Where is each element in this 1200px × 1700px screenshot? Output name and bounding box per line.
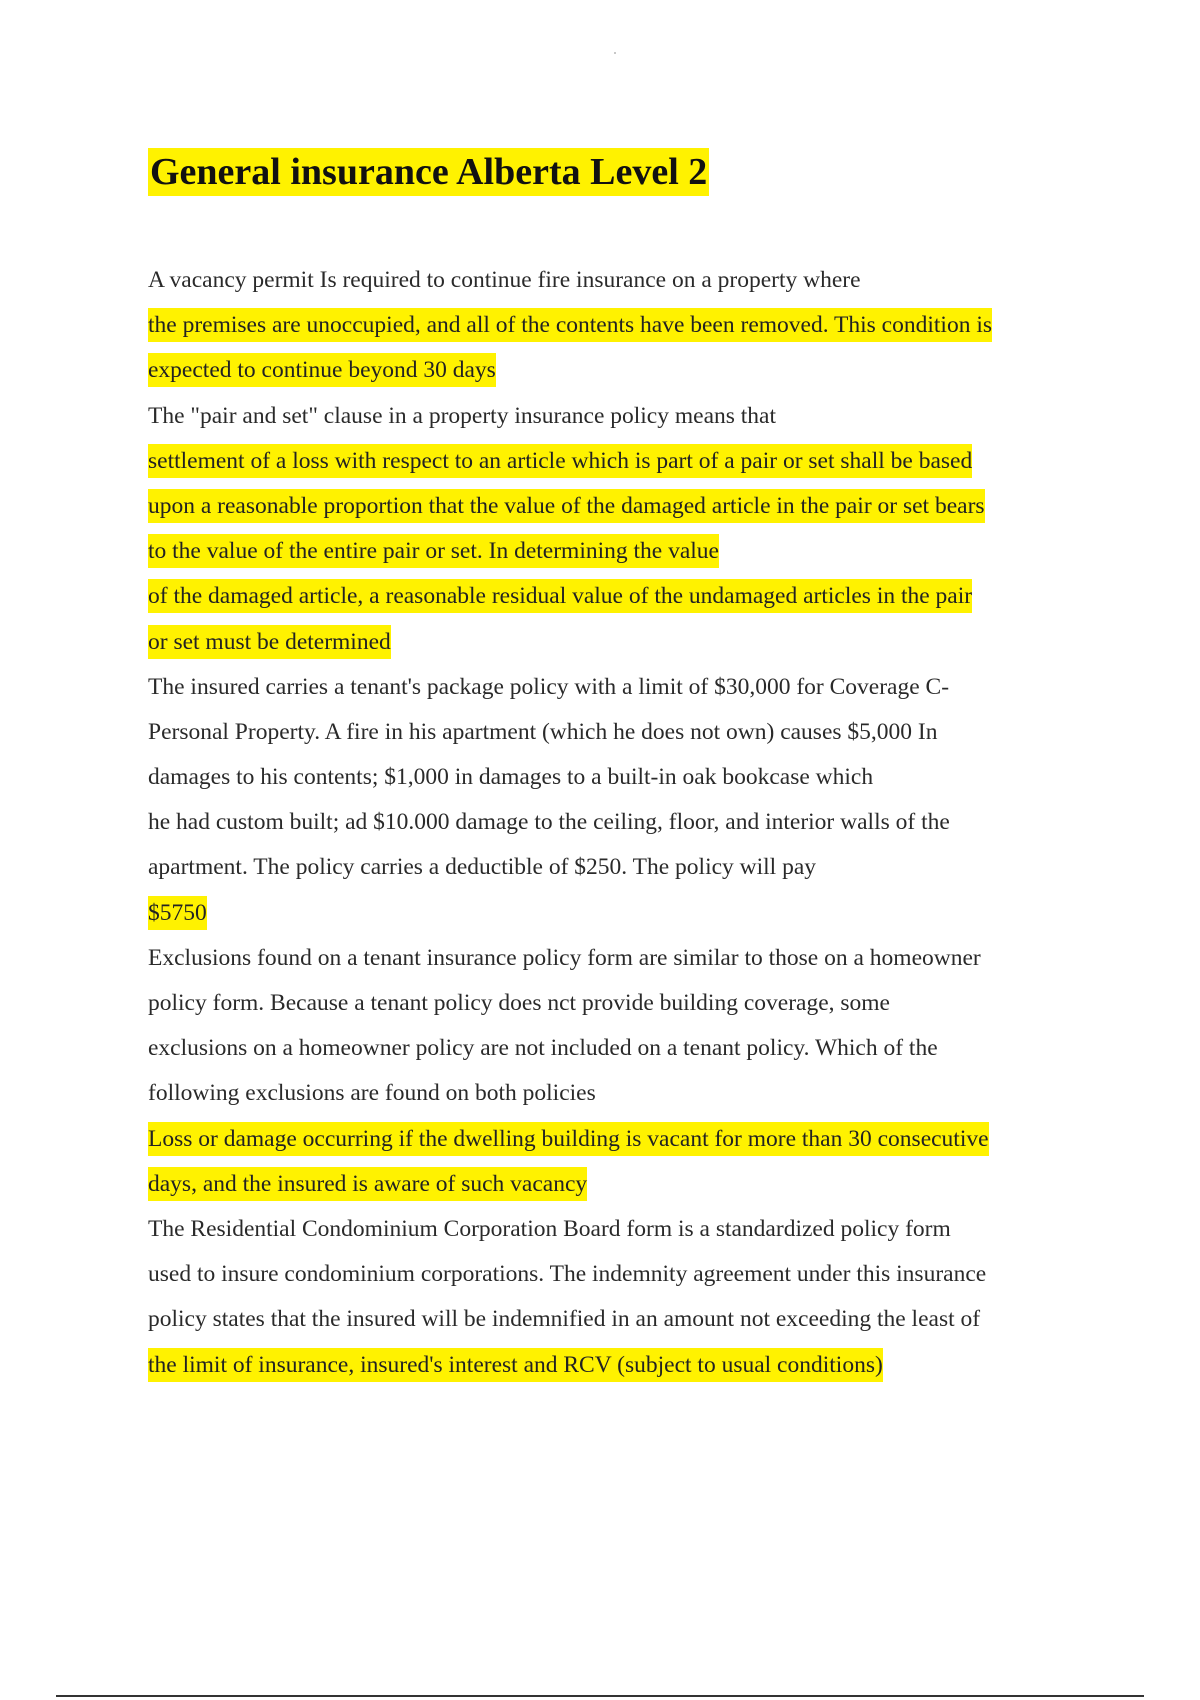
question-text: The insured carries a tenant's package policy with a limit of $30,000 for Coverage C- [148,673,950,700]
text-line [148,1117,1108,1162]
text-line [148,1297,1108,1342]
highlighted-answer-text: to the value of the entire pair or set. In determining the value [148,534,719,568]
document-body [148,258,1108,1388]
text-line [148,1026,1108,1071]
text-line [148,936,1108,981]
text-line [148,755,1108,800]
text-line [148,620,1108,665]
text-line [148,484,1108,529]
highlighted-answer-text: the limit of insurance, insured's interest and RCV (subject to usual conditions) [148,1348,883,1382]
highlighted-answer-text: Loss or damage occurring if the dwelling building is vacant for more than 30 consecutive [148,1122,989,1156]
question-text: used to insure condominium corporations. The indemnity agreement under this insurance [148,1261,987,1288]
text-line [148,303,1108,348]
text-line [148,529,1108,574]
question-text: policy form. Because a tenant policy does nct provide building coverage, some [148,990,890,1016]
question-text: A vacancy permit Is required to continue fire insurance on a property where [148,267,861,293]
question-text: Personal Property. A fire in his apartment (which he does not own) causes $5,000 In [148,718,938,745]
text-line [148,1162,1108,1207]
text-line [148,1071,1108,1116]
text-line [148,981,1108,1026]
text-line [148,439,1108,484]
text-line [148,258,1108,303]
question-text: The Residential Condominium Corporation Board form is a standardized policy form [148,1215,951,1242]
question-text: Exclusions found on a tenant insurance policy form are similar to those on a homeowner [148,944,981,971]
document-title: General insurance Alberta Level 2 [148,148,709,196]
text-line [148,665,1108,710]
question-text: damages to his contents; $1,000 in damages to a built-in oak bookcase which [148,764,874,791]
text-line [148,891,1108,936]
highlighted-answer-text: upon a reasonable proportion that the value of the damaged article in the pair or set bears [148,489,985,523]
highlighted-answer-text: of the damaged article, a reasonable residual value of the undamaged articles in the pair [148,579,972,613]
highlighted-answer-text: expected to continue beyond 30 days [148,353,496,387]
highlighted-answer-text: the premises are unoccupied, and all of the contents have been removed. This condition is [148,308,992,342]
bottom-rule [56,1695,1144,1697]
highlighted-answer-text: days, and the insured is aware of such vacancy [148,1167,587,1201]
question-text: The "pair and set" clause in a property insurance policy means that [148,402,777,429]
highlighted-answer-text: or set must be determined [148,625,391,659]
text-line [148,710,1108,755]
text-line [148,1252,1108,1297]
highlighted-answer-text: settlement of a loss with respect to an article which is part of a pair or set shall be based [148,444,972,478]
question-text: he had custom built; ad $10.000 damage to the ceiling, floor, and interior walls of the [148,809,950,836]
question-text: exclusions on a homeowner policy are not included on a tenant policy. Which of the [148,1035,938,1062]
question-text: policy states that the insured will be indemnified in an amount not exceeding the least of [148,1306,981,1333]
question-text: following exclusions are found on both policies [148,1080,596,1107]
scan-artifact-dot [614,52,616,54]
text-line [148,348,1108,393]
text-line [148,1207,1108,1252]
text-line [148,574,1108,619]
title-block [148,148,709,196]
text-line [148,1343,1108,1388]
question-text: apartment. The policy carries a deductible of $250. The policy will pay [148,854,817,881]
text-line [148,394,1108,439]
text-line [148,800,1108,845]
highlighted-answer-text: $5750 [148,896,207,930]
text-line [148,845,1108,890]
